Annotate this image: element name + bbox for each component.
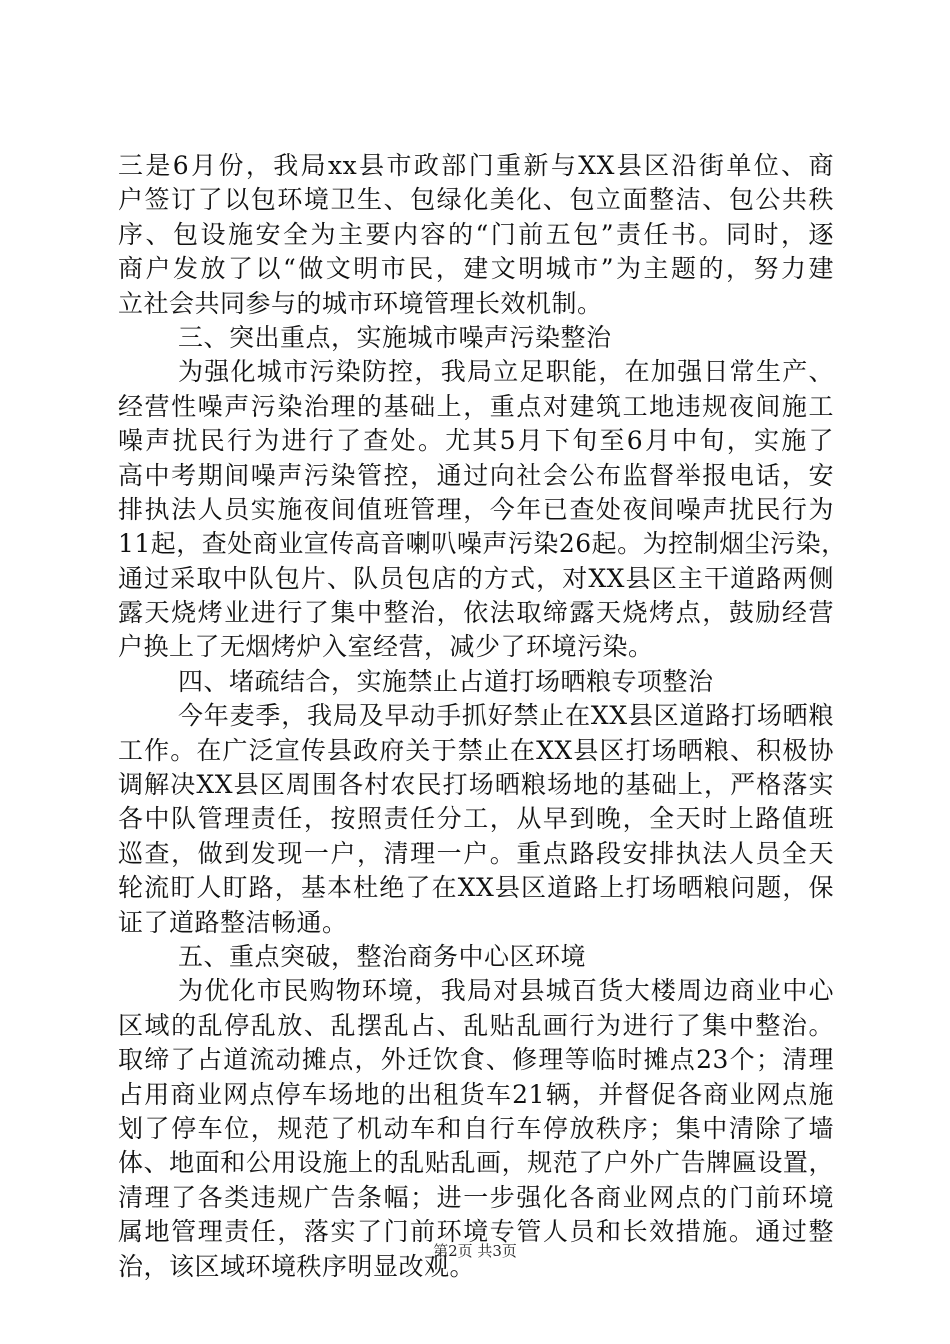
paragraph-line: 区域的乱停乱放、乱摆乱占、乱贴乱画行为进行了集中整治。 [118, 1010, 834, 1040]
paragraph-line: 序、包设施安全为主要内容的“门前五包”责任书。同时，逐 [118, 219, 834, 249]
paragraph-line: 划了停车位，规范了机动车和自行车停放秩序；集中清除了墙 [118, 1113, 834, 1143]
paragraph-line: 体、地面和公用设施上的乱贴乱画，规范了户外广告牌匾设置， [118, 1148, 834, 1178]
paragraph-line: 排执法人员实施夜间值班管理，今年已查处夜间噪声扰民行为 [118, 494, 834, 524]
paragraph-line: 立社会共同参与的城市环境管理长效机制。 [118, 288, 603, 318]
paragraph-line: 为强化城市污染防控，我局立足职能，在加强日常生产、 [178, 357, 834, 387]
document-body [118, 149, 847, 1284]
paragraph-line: 巡查，做到发现一户，清理一户。重点路段安排执法人员全天 [118, 838, 834, 868]
paragraph-line: 各中队管理责任，按照责任分工，从早到晚，全天时上路值班 [118, 804, 834, 834]
paragraph-line: 治，该区域环境秩序明显改观。 [118, 1251, 476, 1281]
paragraph-line: 今年麦季，我局及早动手抓好禁止在XX县区道路打场晒粮 [178, 701, 834, 731]
paragraph-line: 11起，查处商业宣传高音喇叭噪声污染26起。为控制烟尘污染， [118, 529, 847, 559]
paragraph-line: 户换上了无烟烤炉入室经营，减少了环境污染。 [118, 632, 654, 662]
page-footer: 第2页 共3页 [433, 1242, 517, 1260]
paragraph-line: 商户发放了以“做文明市民，建文明城市”为主题的，努力建 [118, 254, 834, 284]
section-heading: 五、重点突破，整治商务中心区环境 [178, 941, 587, 971]
paragraph-line: 清理了各类违规广告条幅；进一步强化各商业网点的门前环境 [118, 1182, 834, 1212]
paragraph-line: 经营性噪声污染治理的基础上，重点对建筑工地违规夜间施工 [118, 391, 834, 421]
paragraph-line: 为优化市民购物环境，我局对县城百货大楼周边商业中心 [178, 976, 834, 1006]
paragraph-line: 工作。在广泛宣传县政府关于禁止在XX县区打场晒粮、积极协 [118, 735, 834, 765]
paragraph-line: 高中考期间噪声污染管控，通过向社会公布监督举报电话，安 [118, 460, 834, 490]
paragraph-line: 证了道路整洁畅通。 [118, 907, 348, 937]
paragraph-line: 通过采取中队包片、队员包店的方式，对XX县区主干道路两侧 [118, 563, 834, 593]
paragraph-line: 轮流盯人盯路，基本杜绝了在XX县区道路上打场晒粮问题，保 [118, 873, 834, 903]
paragraph-line: 占用商业网点停车场地的出租货车21辆，并督促各商业网点施 [118, 1079, 834, 1109]
paragraph-line: 属地管理责任，落实了门前环境专管人员和长效措施。通过整 [118, 1217, 834, 1247]
paragraph-line: 取缔了占道流动摊点，外迁饮食、修理等临时摊点23个；清理 [118, 1045, 834, 1075]
paragraph-line: 露天烧烤业进行了集中整治，依法取缔露天烧烤点，鼓励经营 [118, 598, 834, 628]
paragraph-line: 调解决XX县区周围各村农民打场晒粮场地的基础上，严格落实 [118, 770, 834, 800]
section-heading: 四、堵疏结合，实施禁止占道打场晒粮专项整治 [178, 666, 714, 696]
section-heading: 三、突出重点，实施城市噪声污染整治 [178, 322, 612, 352]
paragraph-line: 三是6月份，我局xx县市政部门重新与XX县区沿街单位、商 [118, 151, 834, 180]
paragraph-line: 噪声扰民行为进行了查处。尤其5月下旬至6月中旬，实施了 [118, 426, 834, 456]
paragraph-line: 户签订了以包环境卫生、包绿化美化、包立面整洁、包公共秩 [118, 185, 834, 215]
